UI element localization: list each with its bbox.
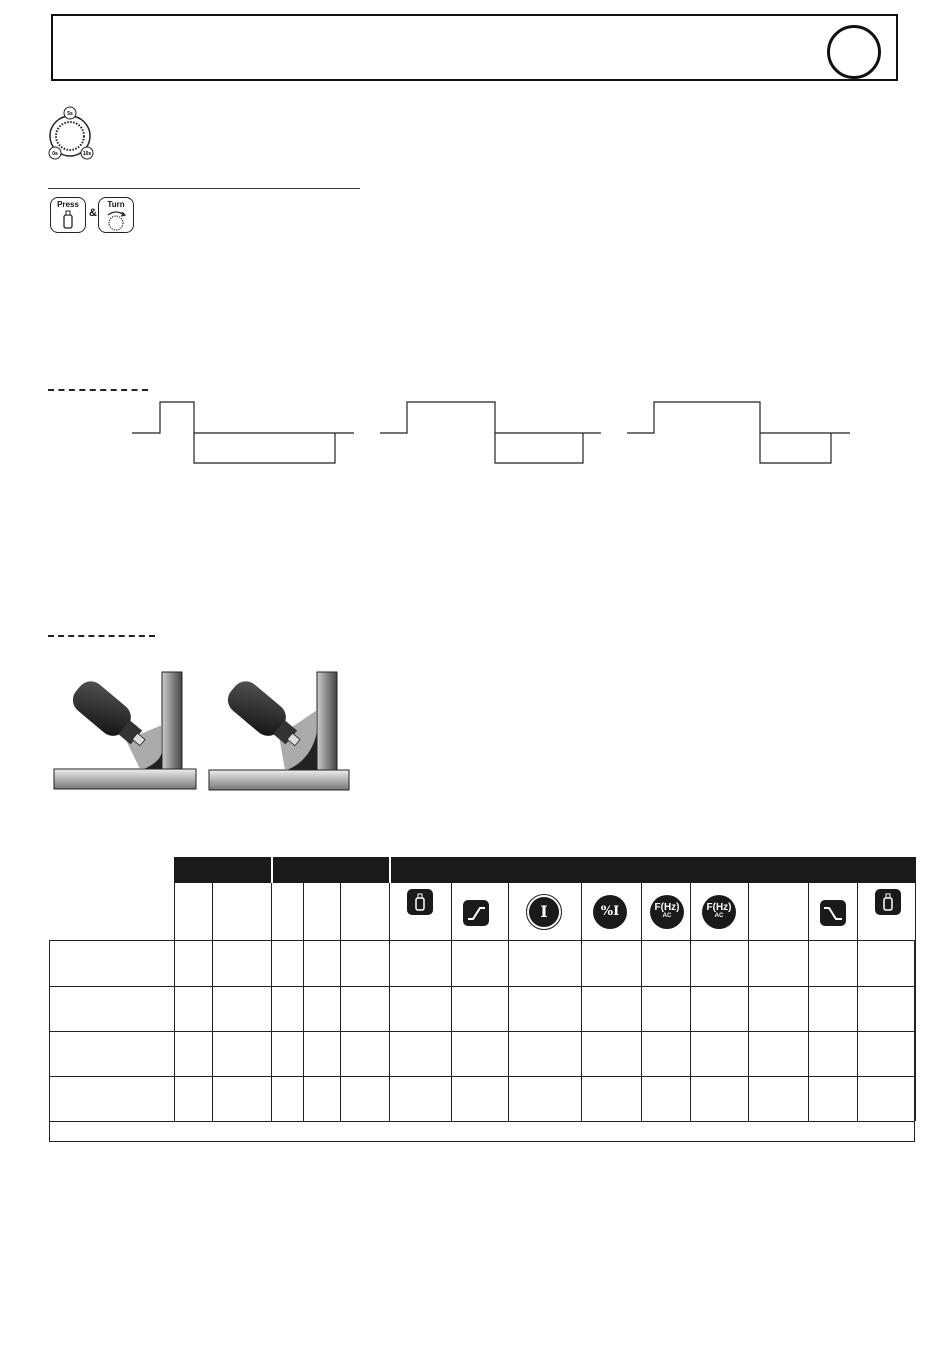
section-marker-circle — [827, 25, 881, 79]
turn-label: Turn — [107, 200, 125, 209]
table-column-line — [174, 883, 175, 1121]
turn-knob-icon — [98, 197, 134, 233]
frequency-icon-2 — [702, 895, 736, 929]
frequency-icon-1 — [650, 895, 684, 929]
gas-bottle-icon — [61, 209, 75, 229]
waveform-balance-high — [625, 398, 855, 468]
table-header-band — [174, 857, 916, 883]
gas-prepurge-icon — [407, 889, 433, 915]
dashed-heading-rule-2 — [48, 635, 155, 637]
dial-label-top: 5s — [67, 111, 73, 117]
press-label: Press — [57, 200, 79, 209]
table-row-line — [49, 1031, 915, 1032]
table-column-line — [857, 883, 858, 1121]
table-column-line — [808, 883, 809, 1121]
waveform-balance-mid — [378, 398, 608, 468]
downslope-icon — [820, 900, 846, 926]
table-row-line — [49, 986, 915, 987]
dashed-heading-rule-1 — [48, 389, 148, 391]
table-column-line — [389, 883, 390, 1121]
table-column-line — [212, 883, 213, 1121]
dial-label-left: 0s — [52, 151, 58, 157]
table-row-line — [49, 1121, 915, 1122]
table-row-line — [49, 1076, 915, 1077]
upslope-icon — [463, 900, 489, 926]
torch-illustration-narrow — [52, 670, 202, 792]
dial-label-right: 10s — [82, 151, 92, 157]
table-column-line — [451, 883, 452, 1121]
table-column-line — [690, 883, 691, 1121]
press-button-icon — [50, 197, 86, 233]
table-left-edge — [49, 940, 50, 1142]
table-column-line — [748, 883, 749, 1121]
table-column-line — [508, 883, 509, 1121]
table-column-line — [581, 883, 582, 1121]
table-column-line — [271, 883, 272, 1121]
table-row-line — [49, 940, 915, 941]
waveform-balance-low — [130, 398, 360, 468]
table-column-line — [303, 883, 304, 1121]
table-column-line — [915, 883, 916, 1121]
rotate-arrow-icon — [104, 209, 128, 231]
parameter-table — [49, 857, 916, 1143]
table-body-frame — [49, 940, 915, 1142]
and-symbol: & — [89, 207, 97, 219]
frequency-label: F(Hz) — [654, 902, 680, 913]
current-icon: I — [527, 895, 561, 929]
timer-dial-icon — [46, 105, 98, 163]
percent-current-icon: %I — [593, 895, 627, 929]
gas-postflow-icon — [875, 889, 901, 915]
section-divider — [48, 188, 360, 189]
frequency-sub: AC — [714, 913, 724, 919]
frequency-label: F(Hz) — [706, 902, 732, 913]
header-frame — [51, 14, 898, 81]
torch-illustration-wide — [207, 670, 355, 794]
table-column-line — [340, 883, 341, 1121]
table-column-line — [641, 883, 642, 1121]
frequency-sub: AC — [662, 913, 672, 919]
